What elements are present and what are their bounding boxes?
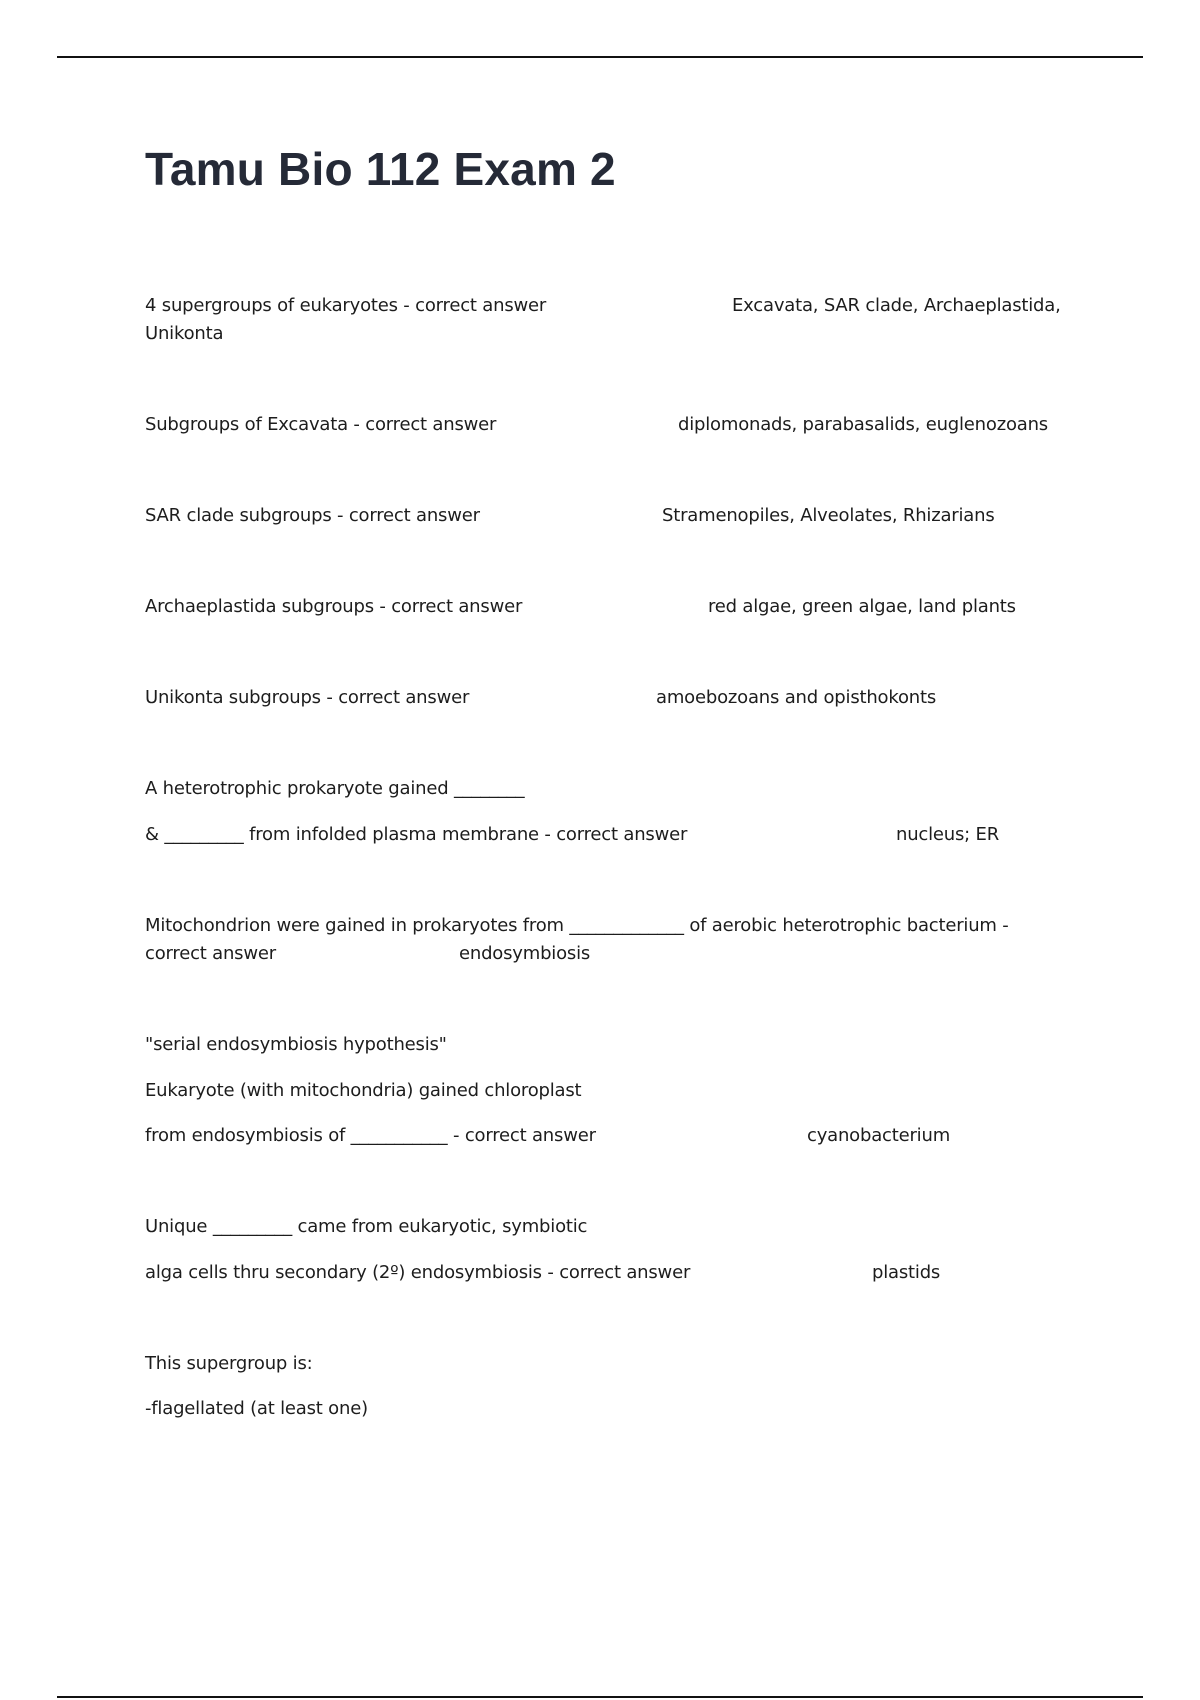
- card-1-answer-continued: Unikonta: [145, 323, 224, 344]
- card-7-answer: endosymbiosis: [459, 943, 591, 964]
- header-rule: [57, 56, 1143, 58]
- card-7-question-line-2: correct answer: [145, 943, 276, 964]
- page-title: Tamu Bio 112 Exam 2: [145, 143, 616, 195]
- card-6-question-line-1: A heterotrophic prokaryote gained ________: [145, 778, 525, 799]
- card-6-answer: nucleus; ER: [896, 824, 1000, 845]
- card-8-answer: cyanobacterium: [807, 1125, 951, 1146]
- card-4-answer: red algae, green algae, land plants: [708, 596, 1016, 617]
- card-10-question-line-2: -flagellated (at least one): [145, 1398, 368, 1419]
- footer-rule: [57, 1696, 1143, 1698]
- card-2-answer: diplomonads, parabasalids, euglenozoans: [678, 414, 1048, 435]
- card-5-answer: amoebozoans and opisthokonts: [656, 687, 937, 708]
- card-9-answer: plastids: [872, 1262, 941, 1283]
- card-3-answer: Stramenopiles, Alveolates, Rhizarians: [662, 505, 995, 526]
- card-2-question: Subgroups of Excavata - correct answer: [145, 414, 497, 435]
- card-1-answer: Excavata, SAR clade, Archaeplastida,: [732, 295, 1061, 316]
- card-10-question-line-1: This supergroup is:: [145, 1353, 313, 1374]
- card-9-question-line-1: Unique _________ came from eukaryotic, symbiotic: [145, 1216, 588, 1237]
- card-9-question-line-2: alga cells thru secondary (2º) endosymbiosis - correct answer: [145, 1262, 691, 1283]
- card-6-question-line-2: & _________ from infolded plasma membrane - correct answer: [145, 824, 688, 845]
- card-5-question: Unikonta subgroups - correct answer: [145, 687, 470, 708]
- card-4-question: Archaeplastida subgroups - correct answer: [145, 596, 523, 617]
- card-8-question-line-3: from endosymbiosis of ___________ - correct answer: [145, 1125, 596, 1146]
- card-1-question: 4 supergroups of eukaryotes - correct answer: [145, 295, 547, 316]
- card-8-question-line-2: Eukaryote (with mitochondria) gained chloroplast: [145, 1080, 582, 1101]
- card-7-question-line-1: Mitochondrion were gained in prokaryotes from _____________ of aerobic heterotrophic bacterium -: [145, 915, 1009, 936]
- card-8-question-line-1: "serial endosymbiosis hypothesis": [145, 1034, 447, 1055]
- card-3-question: SAR clade subgroups - correct answer: [145, 505, 480, 526]
